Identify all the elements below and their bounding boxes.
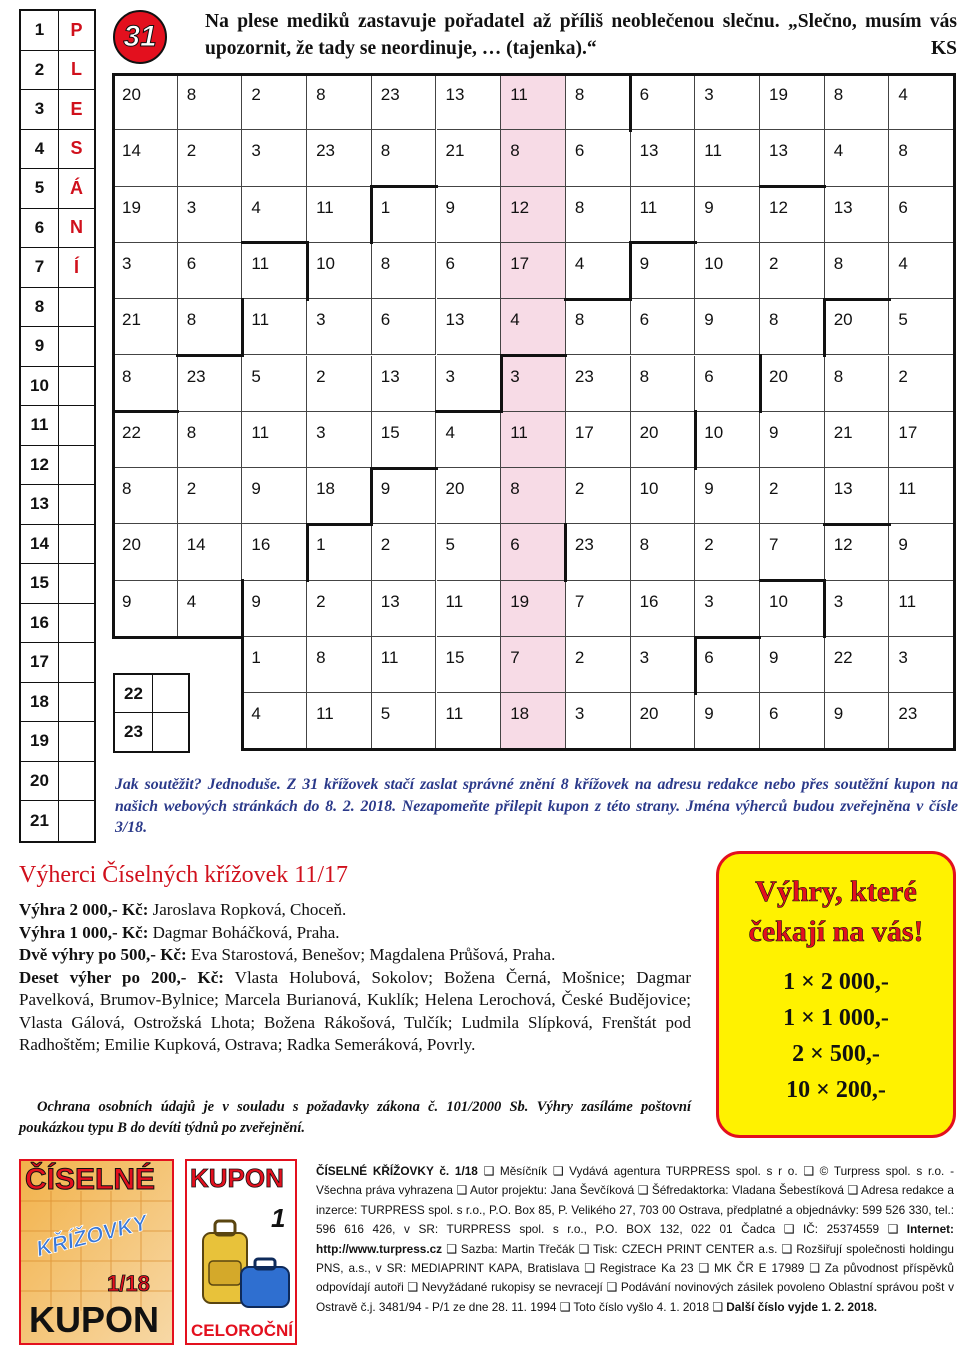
contest-instructions: Jak soutěžit? Jednoduše. Z 31 křížovek stačí zaslat správné znění 8 křížovek na adresu redakce nebo přes soutěžní kupon na našich webových stránkách do 8. 2. 2018. Nezapomeňte přilepit kupon z této strany. Jména výherců budou zveřejněna v čísle 3/18. [115,776,958,836]
grid-cell[interactable]: 2 [889,356,954,412]
grid-wall [370,185,373,244]
grid-wall [241,748,956,751]
grid-cell[interactable]: 6 [889,187,954,243]
winner-label: Dvě výhry po 500,- Kč: [19,945,187,964]
grid-cell[interactable]: 1 [242,637,307,693]
annual-coupon[interactable] [185,1159,297,1345]
grid-cell[interactable]: 10 [307,243,372,299]
solution-letter[interactable] [59,801,94,841]
solution-number: 5 [21,169,59,208]
grid-cell[interactable]: 5 [437,524,502,580]
grid-cell[interactable]: 4 [825,130,890,186]
grid-cell[interactable]: 20 [631,412,696,468]
grid-wall [241,241,309,244]
grid-cell[interactable]: 17 [566,412,631,468]
grid-cell[interactable]: 2 [566,468,631,524]
grid-cell[interactable]: 7 [566,581,631,637]
grid-cell[interactable]: 8 [825,356,890,412]
grid-cell[interactable]: 20 [631,693,696,749]
grid-cell[interactable]: 6 [760,693,825,749]
grid-cell[interactable]: 11 [889,581,954,637]
grid-cell[interactable]: 9 [113,581,178,637]
grid-wall [112,73,115,639]
puzzle-number-badge: 31 [113,10,167,64]
extra-answer-cell[interactable] [153,675,188,712]
grid-wall [759,579,827,582]
winner-names: Eva Starostová, Benešov; Magdalena Průšová, Praha. [186,945,556,964]
grid-cell[interactable]: 19 [113,187,178,243]
grid-cell[interactable]: 13 [631,130,696,186]
grid-cell[interactable]: 4 [889,74,954,130]
grid-cell[interactable]: 8 [178,299,243,355]
solution-letter[interactable]: E [70,98,83,119]
imprint-body: ❑ Měsíčník ❑ Vydává agentura TURPRESS spol. s r o. ❑ © Turpress spol. s r.o. - Všechna práva vyhrazena ❑ Autor projektu: Jana Ševčíková ❑ Šéfredaktorka: Vladana Šebestíková ❑ Adresa redakce a inzerce: TURPRESS spol. s r.o., P.O. Box 85, P. Velikého 27, 703 00 Ostrava, předplatné a objednávky: 599 526 330, tel.: 596 616 426, v SR: TURPRESS spol. s r.o., P.O. BOX 132, 022 01 Čadca ❑ IČ: 25374559 ❑ [316,1164,954,1237]
extra-row [115,675,188,713]
grid-wall [953,73,956,752]
solution-number: 2 [21,51,59,90]
grid-cell[interactable]: 22 [825,637,890,693]
grid-cell[interactable]: 9 [242,468,307,524]
grid-wall [564,298,632,301]
grid-cell[interactable]: 6 [631,299,696,355]
grid-cell[interactable]: 21 [437,130,502,186]
solution-row [21,446,94,486]
winner-names: Jaroslava Ropková, Choceň. [148,900,347,919]
grid-cell[interactable]: 13 [437,299,502,355]
grid-cell[interactable]: 15 [437,637,502,693]
solution-letter[interactable]: Í [73,256,79,277]
author-initials: KS [930,38,957,59]
grid-cell[interactable]: 5 [242,356,307,412]
solution-number: 12 [21,446,59,485]
grid-wall [370,185,438,188]
solution-letter[interactable] [59,762,94,801]
winner-names: Vlasta Holubová, Sokolov; Božena Černá, Mošnice; Dagmar Pavelková, Brumov-Bylnice; Marcela Burianová, Kuklík; Helena Lerochová, České Budějovice; Vlasta Gálová, Ostrožská Lhota; Božena Rákošová, Tulčík; Ludmila Slípková, Frenštát pod Radhoštěm; Emilie Kupková, Ostrava; Radka Semeráková, Povrly. [19,967,691,1054]
solution-row [21,525,94,565]
grid-cell[interactable]: 10 [760,581,825,637]
prize-line: 10 × 200,- [786,1077,886,1103]
grid-cell[interactable]: 9 [889,524,954,580]
grid-cell[interactable]: 3 [501,356,566,412]
grid-cell[interactable]: 16 [631,581,696,637]
winner-label: Výhra 1 000,- Kč: [19,922,149,942]
grid-cell[interactable]: 8 [113,468,178,524]
grid-cell[interactable]: 8 [178,74,243,130]
grid-cell[interactable]: 12 [501,187,566,243]
winner-label: Deset výher po 200,- Kč: [19,967,224,987]
grid-wall [759,185,827,188]
grid-cell[interactable]: 1 [307,524,372,580]
grid-cell[interactable]: 6 [178,243,243,299]
solution-letter[interactable] [59,604,94,643]
grid-cell[interactable]: 8 [566,299,631,355]
grid-wall [241,636,244,752]
grid-cell[interactable]: 9 [695,693,760,749]
grid-cell[interactable]: 2 [242,74,307,130]
grid-wall [112,636,244,639]
grid-cell[interactable]: 11 [372,637,437,693]
privacy-note: Ochrana osobních údajů je v souladu s požadavky zákona č. 101/2000 Sb. Výhry zasíláme poštovní poukázkou typu B do devíti týdnů po zveřejnění. [19,1099,691,1136]
grid-cell[interactable]: 23 [566,524,631,580]
extra-number: 23 [115,713,153,751]
grid-cell[interactable]: 13 [825,468,890,524]
annual-coupon-bottom: CELOROČNÍ [191,1321,293,1340]
grid-cell[interactable]: 3 [307,299,372,355]
grid-cell[interactable]: 5 [889,299,954,355]
solution-number: 3 [21,90,59,129]
grid-cell[interactable]: 13 [825,187,890,243]
grid-wall [629,241,697,244]
imprint [316,1162,954,1317]
grid-cell[interactable]: 17 [889,412,954,468]
grid-cell[interactable]: 6 [372,299,437,355]
grid-cell[interactable]: 23 [307,130,372,186]
grid-wall [370,467,438,470]
grid-cell[interactable]: 6 [501,524,566,580]
grid-cell[interactable]: 11 [242,299,307,355]
grid-cell[interactable]: 2 [760,468,825,524]
solution-letter[interactable]: Á [70,177,83,198]
grid-cell[interactable]: 11 [501,74,566,130]
grid-cell[interactable]: 5 [372,693,437,749]
solution-row [21,367,94,407]
grid-cell[interactable]: 10 [695,243,760,299]
solution-letter[interactable] [59,643,94,682]
grid-wall [112,410,180,413]
grid-cell[interactable]: 9 [372,468,437,524]
grid-cell[interactable]: 11 [437,693,502,749]
grid-cell[interactable]: 3 [307,412,372,468]
grid-wall [112,73,956,76]
prize-line: 2 × 500,- [792,1041,880,1067]
grid-wall [435,410,503,413]
winner-label: Výhra 2 000,- Kč: [19,900,149,919]
grid-cell[interactable]: 3 [695,74,760,130]
coupon-issue: 1/18 [107,1271,150,1296]
grid-cell[interactable]: 10 [631,468,696,524]
grid-cell[interactable]: 23 [372,74,437,130]
grid-cell[interactable]: 3 [437,356,502,412]
grid-cell[interactable]: 6 [631,74,696,130]
grid-cell[interactable]: 11 [501,412,566,468]
grid-cell[interactable]: 3 [178,187,243,243]
grid-wall [500,354,503,413]
prize-line: 1 × 1 000,- [783,1005,889,1031]
grid-cell[interactable]: 13 [372,581,437,637]
solution-row [21,564,94,604]
solution-letter[interactable]: S [70,138,83,159]
grid-cell[interactable]: 21 [825,412,890,468]
grid-cell[interactable]: 7 [501,637,566,693]
prize-title: Výhry, které čekají na vás! [748,875,924,948]
grid-cell[interactable]: 13 [372,356,437,412]
solution-letter[interactable]: P [70,19,83,40]
grid-cell[interactable]: 8 [113,356,178,412]
grid-cell[interactable]: 20 [113,524,178,580]
solution-number: 19 [21,722,59,761]
grid-cell[interactable]: 13 [437,74,502,130]
extra-number: 22 [115,675,153,712]
coupon-middle-text: KŘÍŽOVKY [33,1209,150,1262]
grid-cell[interactable]: 1 [372,187,437,243]
grid-cell[interactable]: 15 [372,412,437,468]
grid-cell[interactable]: 9 [825,693,890,749]
coupon-top-text: ČÍSELNÉ [25,1163,156,1196]
grid-cell[interactable]: 2 [178,130,243,186]
solution-number: 4 [21,130,59,169]
solution-number: 7 [21,248,59,287]
solution-number: 20 [21,762,59,801]
grid-cell[interactable]: 8 [372,130,437,186]
grid-cell[interactable]: 3 [566,693,631,749]
solution-row [21,248,94,288]
grid-cell[interactable]: 8 [566,74,631,130]
annual-coupon-number: 1 [271,1203,286,1233]
grid-cell[interactable]: 19 [760,74,825,130]
solution-letter[interactable] [59,485,94,524]
solution-letter[interactable] [59,564,94,603]
solution-row [21,51,94,91]
grid-wall [694,410,697,469]
grid-cell[interactable]: 4 [242,187,307,243]
grid-wall [823,298,826,357]
imprint-internet: Internet: http://www.turpress.cz [316,1222,954,1256]
solution-number: 15 [21,564,59,603]
grid-cell[interactable]: 8 [501,468,566,524]
grid-cell[interactable]: 4 [178,581,243,637]
grid-cell[interactable]: 3 [242,130,307,186]
grid-cell[interactable]: 8 [307,637,372,693]
grid-cell[interactable]: 9 [760,412,825,468]
grid-cell[interactable]: 18 [307,468,372,524]
grid-cell[interactable]: 3 [695,581,760,637]
grid-cell[interactable]: 8 [825,74,890,130]
grid-cell[interactable]: 6 [437,243,502,299]
grid-cell[interactable]: 8 [631,524,696,580]
grid-cell[interactable]: 13 [760,130,825,186]
grid-cell[interactable]: 6 [695,637,760,693]
grid-cell[interactable]: 20 [760,356,825,412]
solution-row [21,130,94,170]
prize-box [716,851,956,1138]
grid-cell[interactable]: 9 [695,299,760,355]
grid-wall [823,298,891,301]
solution-row [21,406,94,446]
puzzle-clue [205,8,957,62]
extra-solution-box [113,673,190,753]
grid-cell[interactable]: 2 [307,581,372,637]
extra-row [115,713,188,751]
solution-letter[interactable] [59,722,94,761]
solution-number: 17 [21,643,59,682]
grid-cell[interactable]: 8 [178,412,243,468]
grid-cell[interactable]: 9 [631,243,696,299]
solution-letter[interactable]: N [70,217,83,238]
solution-number: 21 [21,801,59,841]
grid-cell[interactable]: 4 [437,412,502,468]
grid-cell[interactable]: 4 [889,243,954,299]
grid-cell[interactable]: 20 [825,299,890,355]
grid-cell[interactable]: 4 [566,243,631,299]
grid-cell[interactable]: 3 [631,637,696,693]
grid-cell[interactable]: 20 [437,468,502,524]
solution-letter[interactable] [59,367,94,406]
grid-cell[interactable]: 11 [307,693,372,749]
solution-row [21,643,94,683]
grid-cell[interactable]: 11 [242,243,307,299]
solution-row [21,90,94,130]
solution-number: 8 [21,288,59,327]
imprint-title: ČÍSELNÉ KŘÍŽOVKY č. 1/18 [316,1164,478,1178]
winners-title: Výherci Číselných křížovek 11/17 [19,862,349,888]
grid-wall [694,636,762,639]
solution-number: 9 [21,327,59,366]
grid-cell[interactable]: 4 [501,299,566,355]
solution-number: 14 [21,525,59,564]
grid-wall [176,354,244,357]
grid-cell[interactable]: 17 [501,243,566,299]
grid-cell[interactable]: 3 [825,581,890,637]
grid-cell[interactable]: 4 [242,693,307,749]
grid-cell[interactable]: 23 [889,693,954,749]
solution-letter[interactable] [59,406,94,445]
winners-list [19,899,691,1057]
grid-cell[interactable]: 23 [178,356,243,412]
grid-cell[interactable]: 3 [113,243,178,299]
grid-cell[interactable]: 8 [889,130,954,186]
solution-row [21,801,94,841]
solution-row [21,288,94,328]
grid-cell[interactable]: 9 [437,187,502,243]
imprint-next-issue: Další číslo vyjde 1. 2. 2018. [726,1299,878,1314]
grid-cell[interactable]: 12 [760,187,825,243]
grid-cell[interactable]: 19 [501,581,566,637]
grid-cell[interactable]: 2 [760,243,825,299]
annual-coupon-title: KUPON [190,1163,284,1193]
grid-cell[interactable]: 14 [113,130,178,186]
grid-cell[interactable]: 12 [825,524,890,580]
solution-letter[interactable]: L [71,59,82,80]
grid-cell[interactable]: 2 [178,468,243,524]
solution-row [21,169,94,209]
solution-row [21,683,94,723]
coupon-bottom-text: KUPON [29,1299,160,1340]
solution-letter[interactable] [59,327,94,366]
solution-number: 10 [21,367,59,406]
grid-cell[interactable]: 9 [695,468,760,524]
grid-cell[interactable]: 11 [695,130,760,186]
grid-wall [564,523,567,582]
grid-cell[interactable]: 2 [307,356,372,412]
grid-cell[interactable]: 8 [825,243,890,299]
grid-wall [500,354,568,357]
solution-column [19,9,96,843]
grid-cell[interactable]: 9 [695,187,760,243]
grid-wall [629,241,632,300]
grid-cell[interactable]: 10 [695,412,760,468]
grid-cell[interactable]: 11 [889,468,954,524]
grid-cell[interactable]: 6 [695,356,760,412]
grid-cell[interactable]: 7 [760,524,825,580]
solution-number: 13 [21,485,59,524]
solution-row [21,604,94,644]
magazine-coupon[interactable] [19,1159,174,1345]
grid-wall [629,73,632,132]
grid-cell[interactable]: 8 [501,130,566,186]
grid-cell[interactable]: 20 [113,74,178,130]
grid-cell[interactable]: 11 [307,187,372,243]
grid-wall [241,579,244,638]
winner-names: Dagmar Boháčková, Praha. [148,922,340,942]
grid-wall [370,467,373,526]
clue-text: Na plese mediků zastavuje pořadatel až příliš neoblečenou slečnu. „Slečno, musím vás upozornit, že tady se neordinuje, … (tajenka).“ [205,11,957,59]
solution-row [21,209,94,249]
solution-letter[interactable] [59,525,94,564]
solution-number: 11 [21,406,59,445]
imprint-body-2: ❑ Sazba: Martin Třečák ❑ Tisk: CZECH PRINT CENTER a.s. ❑ Rozšiřují společnosti holdingu PNS, a.s., v SR: MEDIAPRINT KAPA, Bratislava ❑ Registrace Ka 23 ❑ MK ČR E 17989 ❑ Za původnost příspěvků odpovídají autoři ❑ Nevyžádané rukopisy se nevracejí ❑ Podávání novinových zásilek povoleno Oblastní správou pošt v Ostravě č.j. 3481/94 - P/1 ze dne 28. 11. 1994 ❑ Toto číslo vyšlo 4. 1. 2018 ❑ [316,1241,954,1314]
number-crossword-grid [113,74,954,750]
grid-cell[interactable]: 23 [566,356,631,412]
grid-wall [823,523,891,526]
grid-cell[interactable]: 18 [501,693,566,749]
grid-cell[interactable]: 9 [242,581,307,637]
grid-cell[interactable]: 8 [566,187,631,243]
solution-letter[interactable] [59,288,94,327]
grid-cell[interactable]: 14 [178,524,243,580]
luggage-icon [189,1201,297,1321]
grid-cell[interactable]: 8 [307,74,372,130]
solution-letter[interactable] [59,446,94,485]
grid-cell[interactable]: 21 [113,299,178,355]
grid-wall [823,579,826,638]
grid-wall [306,523,309,582]
grid-cell[interactable]: 2 [566,637,631,693]
solution-number: 18 [21,683,59,722]
grid-cell[interactable]: 8 [372,243,437,299]
solution-row [21,327,94,367]
grid-cell[interactable]: 11 [242,412,307,468]
solution-row [21,485,94,525]
solution-row [21,722,94,762]
grid-cell[interactable]: 8 [631,356,696,412]
grid-wall [694,636,697,695]
grid-cell[interactable]: 16 [242,524,307,580]
solution-number: 16 [21,604,59,643]
extra-answer-cell[interactable] [153,713,188,751]
grid-cell[interactable]: 8 [760,299,825,355]
grid-cell[interactable]: 11 [631,187,696,243]
grid-wall [241,298,244,357]
solution-number: 1 [21,11,59,50]
grid-cell[interactable]: 22 [113,412,178,468]
prize-line: 1 × 2 000,- [783,969,889,995]
solution-row [21,762,94,802]
solution-number: 6 [21,209,59,248]
grid-cell[interactable]: 6 [566,130,631,186]
grid-wall [306,523,374,526]
grid-cell[interactable]: 2 [695,524,760,580]
grid-cell[interactable]: 2 [372,524,437,580]
solution-letter[interactable] [59,683,94,722]
grid-cell[interactable]: 9 [760,637,825,693]
grid-wall [759,354,762,413]
grid-wall [306,241,309,300]
solution-row [21,11,94,51]
grid-cell[interactable]: 3 [889,637,954,693]
grid-cell[interactable]: 11 [437,581,502,637]
